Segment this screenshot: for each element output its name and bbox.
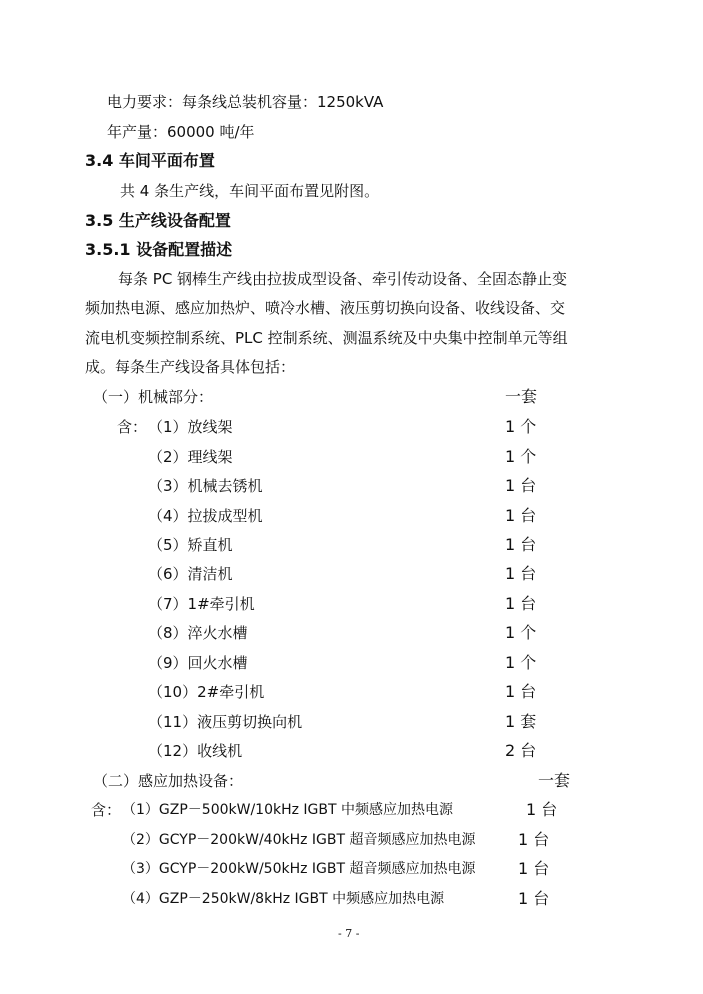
heating-section-qty: 一套 xyxy=(538,771,571,790)
list-item: （7）1#牵引机 xyxy=(148,595,255,613)
list-item: （2）GCYP－200kW/40kHz IGBT 超音频感应加热电源 xyxy=(122,832,476,848)
list-item: （11）液压剪切换向机 xyxy=(148,713,303,731)
list-item: （6）清洁机 xyxy=(148,565,233,583)
section-3-4-heading: 3.4 车间平面布置 xyxy=(85,151,215,170)
list-item: （3）GCYP－200kW/50kHz IGBT 超音频感应加热电源 xyxy=(122,861,476,877)
list-item: （12）收线机 xyxy=(148,742,243,760)
list-item-qty: 1 台 xyxy=(505,476,537,495)
annual-output: 年产量：60000 吨/年 xyxy=(107,123,255,141)
list-item-qty: 1 台 xyxy=(518,830,550,849)
list-item-qty: 1 台 xyxy=(518,859,550,878)
list-item-qty: 1 个 xyxy=(505,653,537,672)
section-3-5-1-heading: 3.5.1 设备配置描述 xyxy=(85,240,233,259)
list-item-qty: 1 套 xyxy=(505,712,537,731)
list-item: （5）矫直机 xyxy=(148,536,233,554)
description-line-4: 成。每条生产线设备具体包括： xyxy=(85,358,296,376)
list-item-qty: 1 台 xyxy=(505,682,537,701)
mechanical-contains-label: 含： xyxy=(117,418,148,436)
list-item: （4）GZP－250kW/8kHz IGBT 中频感应加热电源 xyxy=(122,891,445,907)
list-item-qty: 2 台 xyxy=(505,741,537,760)
description-line-3: 流电机变频控制系统、PLC 控制系统、测温系统及中央集中控制单元等组 xyxy=(85,329,568,347)
list-item-qty: 1 台 xyxy=(505,594,537,613)
list-item-qty: 1 个 xyxy=(505,623,537,642)
description-line-1: 每条 PC 钢棒生产线由拉拔成型设备、牵引传动设备、全固态静止变 xyxy=(118,270,568,288)
mechanical-section-qty: 一套 xyxy=(505,387,538,406)
list-item-qty: 1 台 xyxy=(518,889,550,908)
heating-contains-label: 含： xyxy=(91,801,122,819)
power-requirement: 电力要求：每条线总装机容量：1250kVA xyxy=(107,93,384,111)
list-item-qty: 1 个 xyxy=(505,447,537,466)
list-item: （2）理线架 xyxy=(148,448,233,466)
list-item-qty: 1 台 xyxy=(505,535,537,554)
list-item: （4）拉拔成型机 xyxy=(148,507,263,525)
section-3-4-text: 共 4 条生产线，车间平面布置见附图。 xyxy=(120,182,380,200)
description-line-2: 频加热电源、感应加热炉、喷冷水槽、液压剪切换向设备、收线设备、交 xyxy=(85,299,566,317)
mechanical-section-title: （一）机械部分： xyxy=(93,388,214,406)
list-item-qty: 1 台 xyxy=(505,564,537,583)
list-item-qty: 1 台 xyxy=(505,506,537,525)
list-item-qty: 1 个 xyxy=(505,417,537,436)
list-item: （3）机械去锈机 xyxy=(148,477,263,495)
section-3-5-heading: 3.5 生产线设备配置 xyxy=(85,211,231,230)
list-item-qty: 1 台 xyxy=(526,800,558,819)
list-item: （1）GZP－500kW/10kHz IGBT 中频感应加热电源 xyxy=(122,802,454,818)
list-item: （1）放线架 xyxy=(148,418,233,436)
list-item: （8）淬火水槽 xyxy=(148,624,248,642)
list-item: （10）2#牵引机 xyxy=(148,683,265,701)
heating-section-title: （二）感应加热设备： xyxy=(93,772,244,790)
list-item: （9）回火水槽 xyxy=(148,654,248,672)
page-number: - 7 - xyxy=(338,927,360,940)
